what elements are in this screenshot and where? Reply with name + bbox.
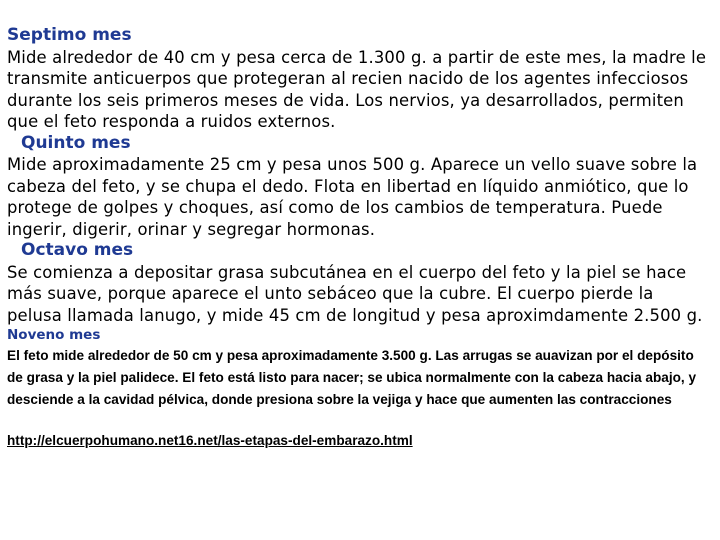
source-link[interactable]: http://elcuerpohumano.net16.net/las-etapas-del-embarazo.html — [7, 433, 413, 448]
text-quinto-mes: Mide aproximadamente 25 cm y pesa unos 500 g. Aparece un vello suave sobre la cabeza del feto, y se chupa el dedo. Flota en libertad en líquido anmiótico, que lo protege de golpes y choques, así como de los cambios de temperatura. Puede ingerir, digerir, orinar y segregar hormonas. — [7, 155, 698, 239]
text-octavo-mes: Se comienza a depositar grasa subcutánea en el cuerpo del feto y la piel se hace más suave, porque aparece el unto sebáceo que la cubre. El cuerpo pierde la pelusa llamada lanugo, y mide 45 cm de longitud y pesa aproximdamente 2.500 g. — [7, 262, 703, 325]
heading-quinto-mes: Quinto mes — [21, 132, 131, 153]
heading-noveno-mes: Noveno mes — [7, 327, 101, 343]
text-septimo-mes: Mide alrededor de 40 cm y pesa cerca de 1.300 g. a partir de este mes, la madre le transmite anticuerpos que protegeran al recien nacido de los agentes infecciosos durante los seis primeros meses de vida. Los nervios, ya desarrollados, permiten que el feto responda a ruidos externos. — [7, 47, 707, 131]
text-noveno-mes: El feto mide alrededor de 50 cm y pesa aproximadamente 3.500 g. Las arrugas se auavizan por el depósito de grasa y la piel palidece. El feto está listo para nacer; se ubica normalmente con la cabeza hacia abajo, y desciende a la cavidad pélvica, donde presiona sobre la vejiga y hace que aumenten las contracciones — [7, 348, 697, 407]
document-page — [7, 25, 713, 449]
heading-septimo-mes: Septimo mes — [7, 25, 132, 45]
heading-octavo-mes: Octavo mes — [21, 240, 134, 260]
